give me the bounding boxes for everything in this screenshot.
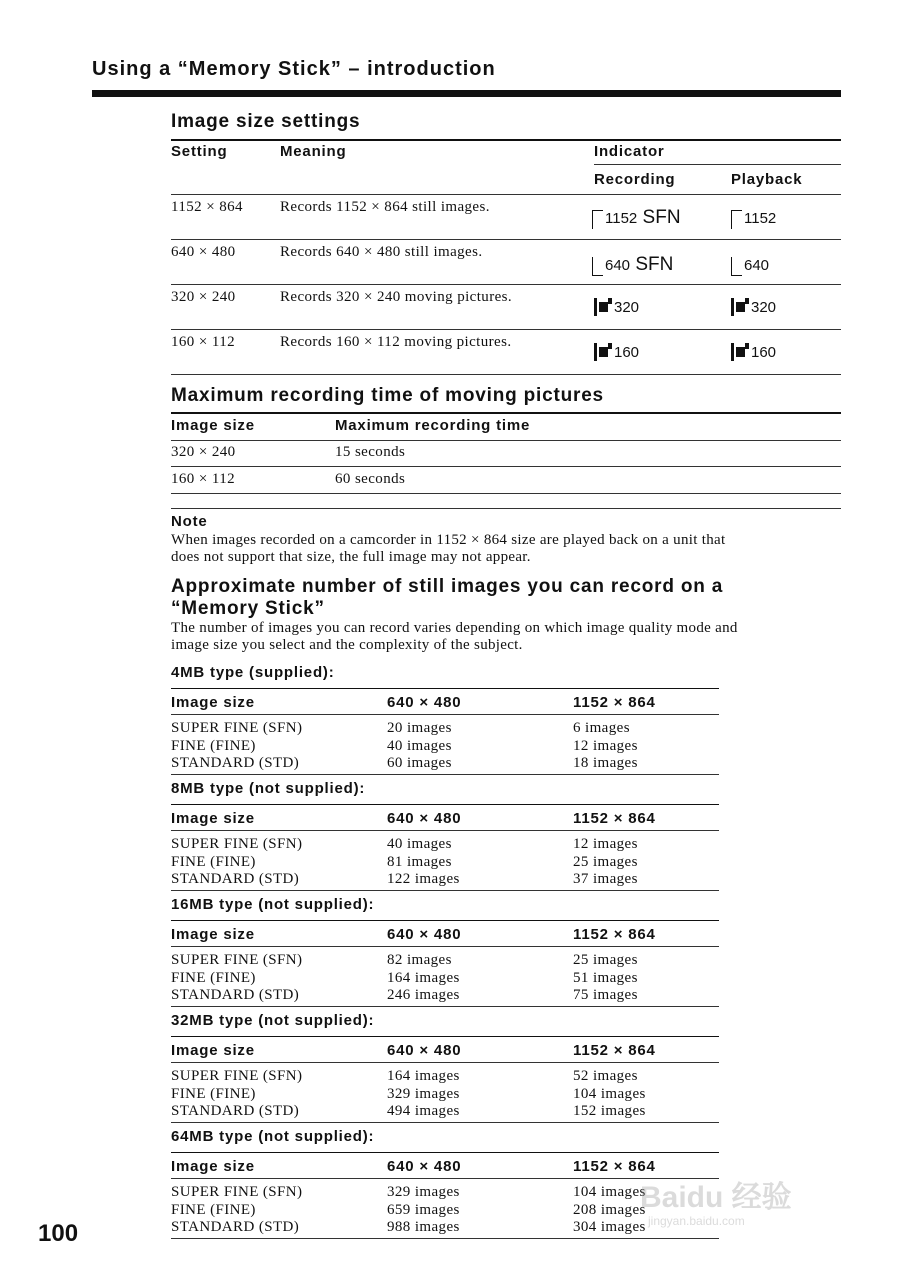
max-time-160: 60 seconds: [335, 471, 406, 487]
capacity-mode: STANDARD (STD): [171, 987, 300, 1003]
capacity-col-640: 640 × 480: [387, 1042, 462, 1059]
movie-film-icon: [594, 343, 614, 361]
capacity-type-label: 4MB type (supplied):: [171, 664, 335, 681]
capacity-mode: SUPER FINE (SFN): [171, 720, 303, 736]
watermark-url: jingyan.baidu.com: [648, 1214, 745, 1228]
capacity-type-label: 64MB type (not supplied):: [171, 1128, 375, 1145]
capacity-type-label: 8MB type (not supplied):: [171, 780, 366, 797]
capacity-640-value: 329 images: [387, 1085, 460, 1102]
meaning-1152: Records 1152 × 864 still images.: [280, 199, 490, 215]
capacity-640-value: 81 images: [387, 853, 452, 870]
capacity-mode: FINE (FINE): [171, 853, 256, 870]
capacity-col-1152: 1152 × 864: [573, 694, 656, 711]
capacity-col-640: 640 × 480: [387, 810, 462, 827]
row-rule: [171, 466, 841, 467]
col-max-time: Maximum recording time: [335, 417, 531, 434]
frame-bottom-icon: [592, 257, 603, 276]
capacity-1152-value: 12 images: [573, 737, 638, 754]
capacity-1152-value: 152 images: [573, 1103, 646, 1119]
capacity-640-value: 494 images: [387, 1103, 460, 1119]
watermark: [640, 1150, 860, 1240]
max-size-320: 320 × 240: [171, 444, 236, 460]
capacity-1152-value: 25 images: [573, 853, 638, 870]
frame-top-icon: [731, 210, 742, 229]
capacity-640-value: 60 images: [387, 755, 452, 771]
capacity-1152-value: 304 images: [573, 1219, 646, 1235]
capacity-640-value: 329 images: [387, 1184, 460, 1200]
capacity-col-size: Image size: [171, 1042, 255, 1059]
play-indicator-1152: 1152: [731, 208, 776, 229]
capacity-1152-value: 37 images: [573, 871, 638, 887]
capacity-1152-value: 25 images: [573, 952, 638, 968]
rec-indicator-1152: 1152 SFN: [592, 208, 681, 229]
rec-indicator-320: 320: [594, 297, 639, 316]
movie-film-icon: [731, 298, 751, 316]
setting-640: 640 × 480: [171, 244, 236, 260]
col-image-size: Image size: [171, 417, 255, 434]
max-time-heading: Maximum recording time of moving pictures: [171, 385, 604, 406]
play-indicator-160: 160: [731, 342, 776, 361]
capacity-640-value: 988 images: [387, 1219, 460, 1235]
watermark-brand: Baidu 经验: [640, 1181, 792, 1214]
capacity-col-640: 640 × 480: [387, 694, 462, 711]
row-rule: [171, 284, 841, 285]
indicator-subrule: [594, 164, 841, 165]
max-time-top-rule: [171, 412, 841, 414]
capacity-1152-value: 52 images: [573, 1068, 638, 1084]
capacity-mode: STANDARD (STD): [171, 871, 300, 887]
capacity-col-size: Image size: [171, 926, 255, 943]
frame-bottom-icon: [731, 257, 742, 276]
meaning-320: Records 320 × 240 moving pictures.: [280, 289, 513, 305]
capacity-col-size: Image size: [171, 694, 255, 711]
page-number: 100: [38, 1220, 79, 1247]
note-top-rule: [171, 508, 841, 509]
approx-intro: The number of images you can record varies depending on which image quality mode and image size you select and the complexity of the subject.: [171, 620, 738, 653]
capacity-top-rule: [171, 1152, 719, 1153]
capacity-bottom-rule: [171, 774, 719, 775]
capacity-1152-value: 6 images: [573, 720, 630, 736]
capacity-mode: SUPER FINE (SFN): [171, 1068, 303, 1084]
capacity-mode: FINE (FINE): [171, 1085, 256, 1102]
capacity-1152-value: 208 images: [573, 1201, 646, 1218]
movie-film-icon: [594, 298, 614, 316]
capacity-1152-value: 75 images: [573, 987, 638, 1003]
note-text: When images recorded on a camcorder in 1152 × 864 size are played back on a unit that does not support that size, the full image may not appear.: [171, 532, 726, 565]
capacity-mode: SUPER FINE (SFN): [171, 952, 303, 968]
capacity-mode: STANDARD (STD): [171, 755, 300, 771]
capacity-1152-value: 18 images: [573, 755, 638, 771]
capacity-640-value: 122 images: [387, 871, 460, 887]
capacity-bottom-rule: [171, 1006, 719, 1007]
capacity-col-size: Image size: [171, 1158, 255, 1175]
frame-top-icon: [592, 210, 603, 229]
capacity-col-1152: 1152 × 864: [573, 1158, 656, 1175]
capacity-mode: STANDARD (STD): [171, 1103, 300, 1119]
capacity-bottom-rule: [171, 1122, 719, 1123]
capacity-header-rule: [171, 1178, 719, 1179]
capacity-col-640: 640 × 480: [387, 1158, 462, 1175]
col-playback: Playback: [731, 171, 803, 188]
capacity-header-rule: [171, 1062, 719, 1063]
capacity-1152-value: 51 images: [573, 969, 638, 986]
capacity-640-value: 246 images: [387, 987, 460, 1003]
capacity-mode: SUPER FINE (SFN): [171, 1184, 303, 1200]
page-header-title: Using a “Memory Stick” – introduction: [92, 58, 496, 80]
row-rule: [171, 239, 841, 240]
col-indicator: Indicator: [594, 143, 665, 160]
capacity-mode: SUPER FINE (SFN): [171, 836, 303, 852]
capacity-640-value: 40 images: [387, 737, 452, 754]
rec-indicator-160: 160: [594, 342, 639, 361]
row-rule: [171, 493, 841, 494]
note-label: Note: [171, 513, 208, 530]
capacity-header-rule: [171, 714, 719, 715]
play-indicator-640: 640: [731, 255, 769, 276]
capacity-bottom-rule: [171, 890, 719, 891]
image-size-heading: Image size settings: [171, 111, 361, 132]
col-meaning: Meaning: [280, 143, 347, 160]
capacity-col-640: 640 × 480: [387, 926, 462, 943]
approx-heading: Approximate number of still images you can record on a “Memory Stick”: [171, 576, 724, 619]
image-size-header-rule: [171, 194, 841, 195]
capacity-bottom-rule: [171, 1238, 719, 1239]
row-rule: [171, 374, 841, 375]
capacity-type-label: 32MB type (not supplied):: [171, 1012, 375, 1029]
capacity-mode: STANDARD (STD): [171, 1219, 300, 1235]
capacity-640-value: 20 images: [387, 720, 452, 736]
movie-film-icon: [731, 343, 751, 361]
capacity-top-rule: [171, 920, 719, 921]
header-rule: [92, 90, 841, 97]
capacity-640-value: 659 images: [387, 1201, 460, 1218]
capacity-1152-value: 104 images: [573, 1184, 646, 1200]
setting-1152: 1152 × 864: [171, 199, 243, 215]
capacity-1152-value: 12 images: [573, 836, 638, 852]
capacity-640-value: 164 images: [387, 1068, 460, 1084]
capacity-col-1152: 1152 × 864: [573, 926, 656, 943]
col-recording: Recording: [594, 171, 676, 188]
capacity-1152-value: 104 images: [573, 1085, 646, 1102]
image-size-top-rule: [171, 139, 841, 141]
rec-indicator-640: 640 SFN: [592, 255, 673, 276]
meaning-160: Records 160 × 112 moving pictures.: [280, 334, 512, 350]
capacity-col-1152: 1152 × 864: [573, 810, 656, 827]
capacity-header-rule: [171, 830, 719, 831]
capacity-640-value: 40 images: [387, 836, 452, 852]
play-indicator-320: 320: [731, 297, 776, 316]
capacity-top-rule: [171, 688, 719, 689]
row-rule: [171, 329, 841, 330]
row-rule: [171, 440, 841, 441]
capacity-640-value: 82 images: [387, 952, 452, 968]
capacity-type-label: 16MB type (not supplied):: [171, 896, 375, 913]
meaning-640: Records 640 × 480 still images.: [280, 244, 483, 260]
capacity-640-value: 164 images: [387, 969, 460, 986]
capacity-col-1152: 1152 × 864: [573, 1042, 656, 1059]
setting-160: 160 × 112: [171, 334, 236, 350]
capacity-top-rule: [171, 1036, 719, 1037]
capacity-mode: FINE (FINE): [171, 1201, 256, 1218]
max-size-160: 160 × 112: [171, 471, 236, 487]
capacity-top-rule: [171, 804, 719, 805]
col-setting: Setting: [171, 143, 228, 160]
max-time-320: 15 seconds: [335, 444, 406, 460]
capacity-mode: FINE (FINE): [171, 737, 256, 754]
capacity-mode: FINE (FINE): [171, 969, 256, 986]
capacity-header-rule: [171, 946, 719, 947]
setting-320: 320 × 240: [171, 289, 236, 305]
capacity-col-size: Image size: [171, 810, 255, 827]
